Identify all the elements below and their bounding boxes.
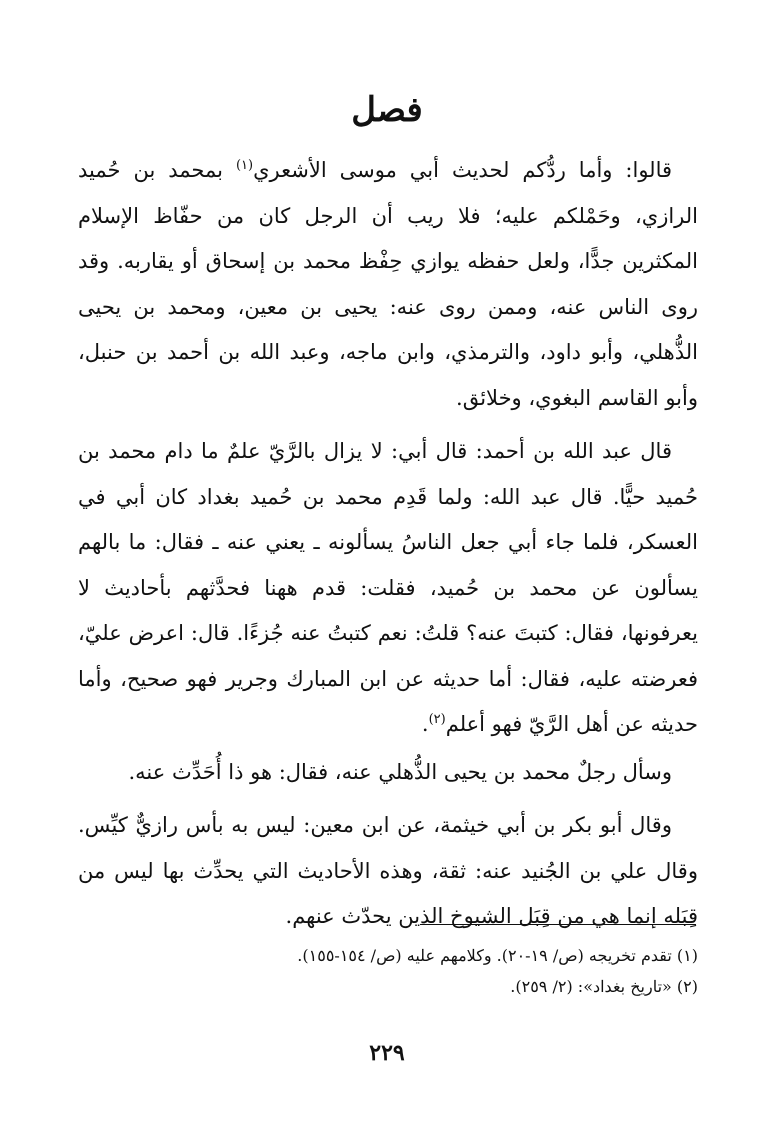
paragraph-1-text-cont: بمحمد بن حُميد الرازي، وحَمْلكم عليه؛ فلا ريب أن الرجل كان من حفّاظ الإسلام المكثرين جدًّا، ولعل حفظه يوازي حِفْظ محمد بن إسحاق أو يقاربه. وقد روى الناس عنه، وممن روى عنه: يحيى بن معين، ومحمد بن يحيى الذُّهلي، وأبو داود، والترمذي، وابن ماجه، وعبد الله بن أحمد بن حنبل، وأبو القاسم البغوي، وخلائق. (78, 158, 698, 410)
main-text (78, 148, 698, 948)
paragraph-3-text: وسأل رجلٌ محمد بن يحيى الذُّهلي عنه، فقال: هو ذا أُحَدِّث عنه. (128, 759, 672, 784)
paragraph-2-text: قال عبد الله بن أحمد: قال أبي: لا يزال بالرَّيّ علمٌ ما دام محمد بن حُميد حيًّا. قال عبد الله: ولما قَدِم محمد بن حُميد بغداد كان أبي في العسكر، فلما جاء أبي جعل الناسُ يسألونه ـ يعني عنه ـ فقال: ما بالهم يسألون عن محمد بن حُميد، فقلت: قدم ههنا فحدَّثهم بأحاديث لا يعرفونها، فقال: كتبتَ عنه؟ قلتُ: نعم كتبتُ عنه جُزءًا. قال: اعرض عليّ، فعرضته عليه، فقال: أما حديثه عن ابن المبارك وجرير فهو صحيح، وأما حديثه عن أهل الرَّيّ فهو أعلم (78, 439, 698, 736)
paragraph-2-text-cont: . (421, 712, 429, 736)
paragraph-1-text: قالوا: وأما ردُّكم لحديث أبي موسى الأشعري (253, 158, 673, 182)
section-heading: فصل (351, 90, 423, 130)
page-number: ٢٢٩ (369, 1040, 405, 1066)
paragraph-2 (78, 429, 698, 748)
paragraph-4-text: وقال أبو بكر بن أبي خيثمة، عن ابن معين: ليس به بأس رازيٌّ كيِّس. وقال علي بن الجُنيد عنه: ثقة، وهذه الأحاديث التي يحدِّث بها ليس من قِبَله إنما هي من قِبَل الشيوخ الذين يحدّث عنهم. (78, 813, 698, 928)
footnote-2: (٢) «تاريخ بغداد»: (٢/ ٢٥٩). (510, 977, 698, 996)
paragraph-4 (78, 803, 698, 940)
paragraph-3 (78, 750, 698, 796)
footnote-ref-1: (١) (235, 158, 254, 173)
footnotes (78, 940, 698, 1002)
footnote-ref-2: (٢) (428, 712, 446, 727)
footnote-divider (420, 924, 696, 925)
paragraph-1 (78, 148, 698, 421)
footnote-1: (١) تقدم تخريجه (ص/ ١٩-٢٠). وكلامهم عليه (ص/ ١٥٤-١٥٥). (297, 946, 698, 965)
